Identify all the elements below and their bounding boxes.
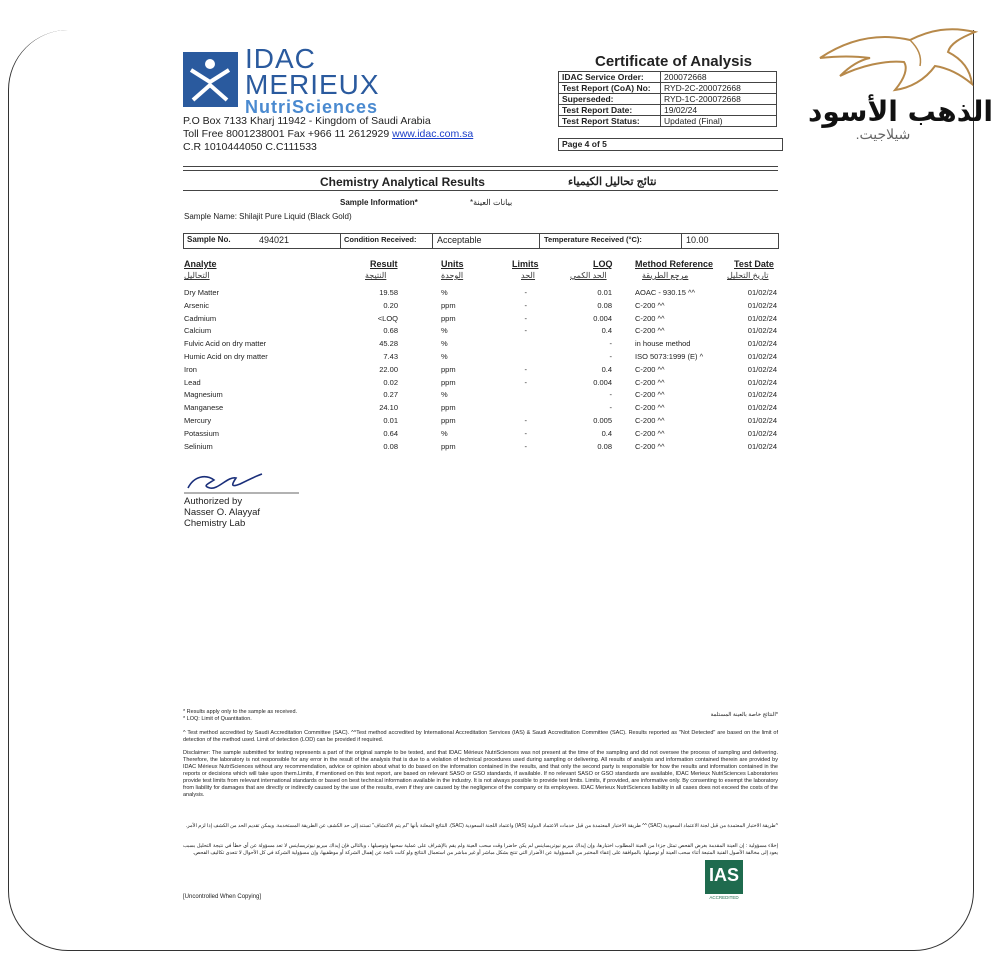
table-row <box>0 403 1000 415</box>
cell-unit: % <box>441 288 448 297</box>
table-row <box>0 416 1000 428</box>
table-row <box>0 339 1000 351</box>
cell-analyte: Arsenic <box>184 300 210 310</box>
footnote-accreditation-ar: ^طريقة الاختبار المعتمدة من قبل لجنة الاعتماد السعودية (SAC) ^^ طريقة الاختبار المعتمدة من قبل خدمات الاعتماد الدولية (IAS) واعتماد اللجنة السعودية (SAC). النتائج المعلنة بأنها "لم يتم الاكتشاف" تستند إلى حد الكشف عن الطريقة المستخدمة. ويمكن تقديم الحد من الكشف إذا لزم الأمر. <box>185 823 778 829</box>
lab-logo-text: IDAC MERIEUX <box>245 43 380 100</box>
idac-logo-icon <box>183 52 238 107</box>
cell-method: C-200 ^^ <box>635 416 665 425</box>
cell-unit: ppm <box>441 300 456 310</box>
cell-analyte: Iron <box>184 364 197 374</box>
cell-method: C-200 ^^ <box>635 403 665 413</box>
cell-date: 01/02/24 <box>747 300 777 310</box>
cell-unit: ppm <box>441 313 456 323</box>
table-row <box>0 314 1000 326</box>
cell-result: 7.43 <box>383 352 398 361</box>
cell-unit: % <box>441 326 448 336</box>
cell-date: 01/02/24 <box>747 352 777 361</box>
cell-result: 45.28 <box>379 339 398 349</box>
cell-method: C-200 ^^ <box>635 377 665 387</box>
cell-limit: - <box>524 326 527 336</box>
cell-result: <LOQ <box>377 313 398 323</box>
cell-limit: - <box>524 300 527 310</box>
cell-analyte: Manganese <box>184 403 224 413</box>
cell-loq: - <box>609 352 612 361</box>
cell-unit: % <box>441 352 448 361</box>
cell-limit: - <box>524 441 527 451</box>
footnote-disclaimer: Disclaimer: The sample submitted for testing represents a part of the original sample to be tested, and that IDAC Mérieux NutriSciences was not present at the time of the sampling and did not oversee the process of sampling and delivering. Therefore, the laboratory is not responsible for any error in the result of the analysis that is due to a violation of technical procedures used during sampling or delivering. All results of analysis and information contained therein are provided by IDAC Mérieux NutriSciences without any recommendation, advice or opinion about what to do based on the information contained in the results, and that only the second party is responsible for how the results and information contained in the reports or decisions which will take upon them.Limits, if mentioned on this test report, are based on relevant SASO or GSO standards, if available. If no relevant SASO or GSO standards are available, IDAC Merieux NutriSciences Laboratories provide test limits from relevant international standards or based on best technical information available in the industry. It is not always possible to provide test limits. Limits, if provided, are informative only. By consenting to exempt the laboratory from liability for damages that are directly or indirectly caused by the use of the results, even if they are caused by the negligence of the company or its employees. IDAC Merieux NutriSciences liability in all cases does not exceed the costs of the analysis. <box>183 750 778 798</box>
col-loq: LOQ <box>593 259 613 269</box>
cell-loq: 0.004 <box>593 313 612 323</box>
footnote-results: * Results apply only to the sample as received. * LOQ: Limit of Quantitation. <box>183 709 298 722</box>
cell-analyte: Dry Matter <box>184 288 220 297</box>
table-row <box>0 288 1000 300</box>
cell-loq: 0.08 <box>597 441 612 451</box>
col-result-ar: النتيجة <box>365 271 387 280</box>
cell-loq: - <box>609 403 612 413</box>
signature-icon <box>184 470 299 495</box>
cell-loq: 0.01 <box>597 288 612 297</box>
cell-loq: - <box>609 390 612 400</box>
cell-unit: ppm <box>441 364 456 374</box>
brand-subtitle: شيلاجيت. <box>855 126 911 142</box>
col-date-ar: تاريخ التحليل <box>727 271 769 280</box>
cell-unit: ppm <box>441 441 456 451</box>
cell-method: C-200 ^^ <box>635 300 665 310</box>
col-limits-ar: الحد <box>521 271 536 280</box>
cell-unit: ppm <box>441 377 456 387</box>
cell-date: 01/02/24 <box>747 377 777 387</box>
authorized-by: Authorized by Nasser O. Alayyaf Chemistry Lab <box>184 496 261 529</box>
cell-method: C-200 ^^ <box>635 313 665 323</box>
sample-info-title: Sample Information* <box>340 198 418 207</box>
col-method-ar: مرجع الطريقة <box>642 271 689 280</box>
cell-result: 22.00 <box>379 364 398 374</box>
cell-analyte: Cadmium <box>184 313 217 323</box>
ias-accredited-sub: ACCREDITED <box>709 895 739 900</box>
table-row <box>0 365 1000 377</box>
cell-unit: ppm <box>441 403 456 413</box>
col-date: Test Date <box>734 259 774 269</box>
divider <box>183 170 778 171</box>
col-limits: Limits <box>512 259 539 269</box>
table-row <box>0 442 1000 454</box>
section-title-ar: نتائج تحاليل الكيمياء <box>568 176 657 188</box>
cell-limit: - <box>524 416 527 425</box>
website-link[interactable]: www.idac.com.sa <box>392 128 474 140</box>
cell-result: 0.27 <box>383 390 398 400</box>
footnote-accreditation: ^ Test method accredited by Saudi Accreditation Committee (SAC). ^^Test method accredited by International Accreditation Services (IAS) & Saudi Accreditation Committee (SAC). Results reported as "Not Detected" are based on the limit of detection of the method used. Limit of detection (LOD) can be provided if required. <box>183 730 778 743</box>
cell-loq: 0.005 <box>593 416 612 425</box>
certificate-table: IDAC Service Order: 200072668 Test Report (CoA) No: RYD-2C-200072668 Superseded: RYD-1C-200072668 Test Report Date: 19/02/24 Test Report Status: Updated (Final) <box>558 71 777 127</box>
sample-info-title-ar: بيانات العينة* <box>470 198 513 207</box>
table-row <box>0 301 1000 313</box>
cell-date: 01/02/24 <box>747 390 777 400</box>
cell-date: 01/02/24 <box>747 428 777 438</box>
page-frame <box>8 30 974 951</box>
table-row <box>0 352 1000 364</box>
footnote-results-ar: *النتائج خاصة بالعينة المستلمة <box>710 712 778 718</box>
cell-date: 01/02/24 <box>747 403 777 413</box>
cell-date: 01/02/24 <box>747 313 777 323</box>
table-row <box>0 378 1000 390</box>
col-analyte: Analyte <box>184 259 217 269</box>
cell-loq: 0.004 <box>593 377 612 387</box>
cell-result: 0.08 <box>383 441 398 451</box>
brand-name: الذهب الأسود <box>808 95 993 128</box>
cell-method: C-200 ^^ <box>635 441 665 451</box>
cell-limit: - <box>524 313 527 323</box>
uncontrolled-copy-note: [Uncontrolled When Copying] <box>183 894 262 900</box>
table-row <box>0 326 1000 338</box>
cell-result: 0.20 <box>383 300 398 310</box>
section-title: Chemistry Analytical Results <box>320 175 485 189</box>
lab-address: P.O Box 7133 Kharj 11942 - Kingdom of Saudi Arabia Toll Free 8001238001 Fax +966 11 2612929 www.idac.com.sa C.R 1010444050 C.C111533 <box>183 115 474 153</box>
col-method: Method Reference <box>635 259 714 269</box>
col-units: Units <box>441 259 464 269</box>
cell-method: ISO 5073:1999 (E) ^ <box>635 352 704 361</box>
cell-analyte: Potassium <box>184 428 220 438</box>
sample-name: Sample Name: Shilajit Pure Liquid (Black Gold) <box>184 212 352 221</box>
col-result: Result <box>370 259 398 269</box>
cell-analyte: Humic Acid on dry matter <box>184 352 268 361</box>
cell-unit: % <box>441 428 448 438</box>
cell-method: C-200 ^^ <box>635 326 665 336</box>
cell-result: 24.10 <box>379 403 398 413</box>
cell-result: 0.02 <box>383 377 398 387</box>
cell-analyte: Calcium <box>184 326 212 336</box>
cell-unit: % <box>441 339 448 349</box>
cell-loq: 0.4 <box>601 364 612 374</box>
cell-loq: 0.4 <box>601 428 612 438</box>
ias-accredited-logo: IAS <box>705 860 743 894</box>
sample-box: Sample No. 494021 Condition Received: Acceptable Temperature Received (°C): 10.00 <box>183 233 779 249</box>
cell-method: C-200 ^^ <box>635 428 665 438</box>
cell-result: 0.01 <box>383 416 398 425</box>
cell-date: 01/02/24 <box>747 326 777 336</box>
cell-limit: - <box>524 364 527 374</box>
cell-analyte: Selinium <box>184 441 213 451</box>
cell-analyte: Lead <box>184 377 201 387</box>
cell-method: in house method <box>635 339 691 349</box>
col-loq-ar: الحد الكمي <box>570 271 607 280</box>
cell-date: 01/02/24 <box>747 441 777 451</box>
col-units-ar: الوحدة <box>441 271 464 280</box>
divider <box>183 166 778 167</box>
cell-analyte: Fulvic Acid on dry matter <box>184 339 267 349</box>
cell-date: 01/02/24 <box>747 416 777 425</box>
cell-date: 01/02/24 <box>747 364 777 374</box>
cell-method: AOAC - 930.15 ^^ <box>635 288 695 297</box>
footnote-disclaimer-ar: إخلاء مسؤولية : إن العينة المقدمة بغرض الفحص تمثل جزءا من العينة المطلوب اختبارها، وإن إيداك ميريو نيوتريساينس لم يكن حاضرا وقت سحب العينة ولم يقم بالإشراف على عملية سحبها وتوصيلها ، وبالتالي فإن إيداك ميريو نيوتريساينس لا تعد مسؤولة عن أي خطأ في نتيجة التحليل بسبب يعود إلى مخالفة الأصول الفنية المتبعة أثناء سحب العينة أو توصيلها. بالموافقة على إعفاء المختبر من المسؤولية عن الأضرار التي تنتج بشكل مباشر أو غير مباشر من استعمال النتائج ولو كانت ناتجة عن إهمال الشركة أو موظفيها، وإن مسؤولية الشركة في كل الأحوال لا تتعدى تكاليف الفحص. <box>183 843 778 856</box>
cell-loq: 0.4 <box>601 326 612 336</box>
table-row <box>0 390 1000 402</box>
cell-loq: - <box>609 339 612 349</box>
cell-unit: ppm <box>441 416 456 425</box>
cell-result: 0.68 <box>383 326 398 336</box>
cell-loq: 0.08 <box>597 300 612 310</box>
page-number: Page 4 of 5 <box>558 138 783 151</box>
certificate-title: Certificate of Analysis <box>595 53 752 70</box>
cell-method: C-200 ^^ <box>635 364 665 374</box>
cell-result: 19.58 <box>379 288 398 297</box>
divider <box>183 190 778 191</box>
cell-limit: - <box>524 377 527 387</box>
table-row <box>0 429 1000 441</box>
cell-limit: - <box>524 288 527 297</box>
lab-logo-nutrisciences: NutriSciences <box>245 97 379 117</box>
cell-analyte: Magnesium <box>184 390 223 400</box>
col-analyte-ar: التحاليل <box>184 271 210 280</box>
cell-date: 01/02/24 <box>747 288 777 297</box>
cell-result: 0.64 <box>383 428 398 438</box>
cell-method: C-200 ^^ <box>635 390 665 400</box>
cell-limit: - <box>524 428 527 438</box>
cell-date: 01/02/24 <box>747 339 777 349</box>
cell-analyte: Mercury <box>184 416 212 425</box>
cell-unit: % <box>441 390 448 400</box>
